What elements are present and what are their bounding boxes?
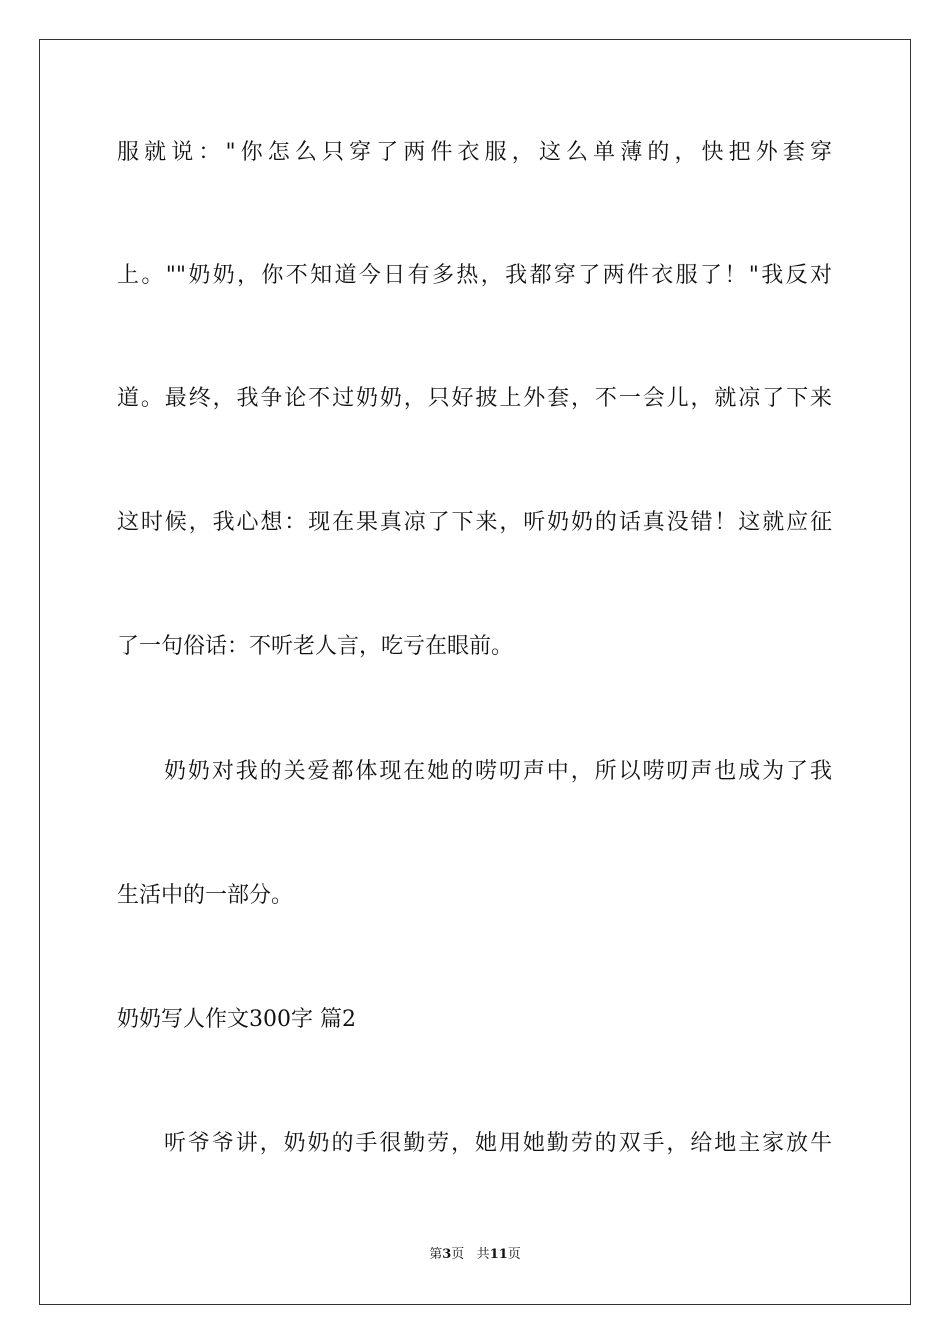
- body-text-line-2: 上。""奶奶，你不知道今日有多热，我都穿了两件衣服了！"我反对: [117, 263, 832, 288]
- body-text-line-5: 了一句俗话：不听老人言，吃亏在眼前。: [117, 634, 514, 659]
- total-prefix: 共: [476, 1247, 490, 1262]
- total-suffix: 页: [507, 1247, 521, 1262]
- body-text-line-4: 这时候，我心想：现在果真凉了下来，听奶奶的话真没错！这就应征: [117, 510, 832, 535]
- total-page-number: 11: [489, 1247, 508, 1262]
- page-prefix: 第: [429, 1247, 443, 1262]
- paragraph-start-line: 奶奶对我的关爱都体现在她的唠叨声中，所以唠叨声也成为了我: [164, 759, 832, 784]
- body-text-line-7: 生活中的一部分。: [117, 883, 294, 908]
- current-page-number: 3: [442, 1247, 452, 1262]
- section-heading: 奶奶写人作文300字 篇2: [117, 1007, 356, 1032]
- page-footer: [0, 1246, 950, 1264]
- body-text-line-3: 道。最终，我争论不过奶奶，只好披上外套，不一会儿，就凉了下来: [117, 386, 832, 411]
- paragraph-start-line-2: 听爷爷讲，奶奶的手很勤劳，她用她勤劳的双手，给地主家放牛: [164, 1131, 832, 1156]
- page-suffix: 页: [451, 1247, 465, 1262]
- body-text-line-1: 服就说："你怎么只穿了两件衣服，这么单薄的，快把外套穿: [117, 140, 832, 165]
- page-border: [39, 39, 911, 1305]
